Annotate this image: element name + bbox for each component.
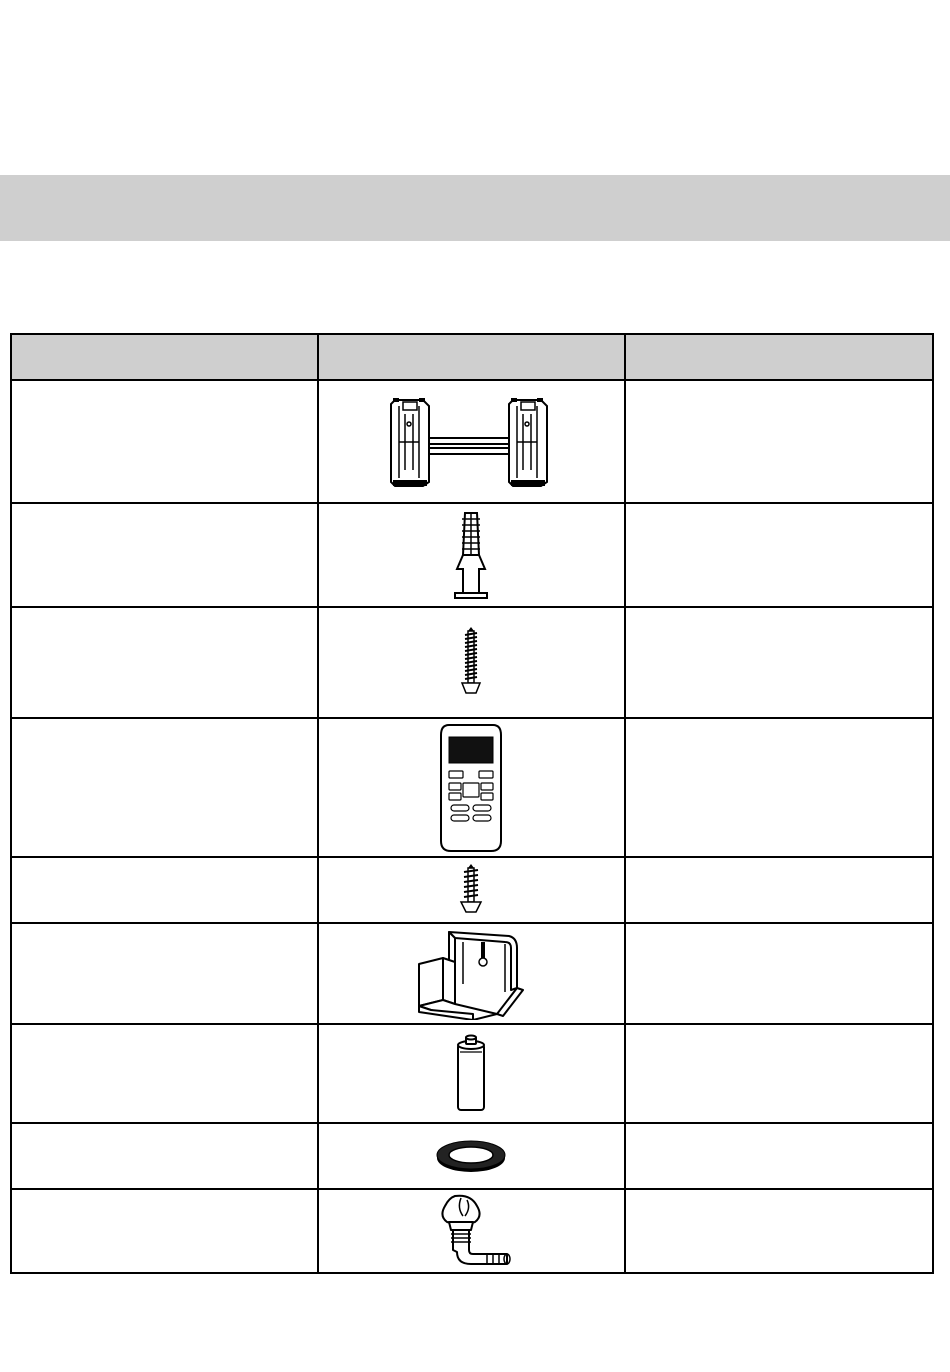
part-name-cell (11, 380, 318, 503)
column-header-quantity (625, 334, 933, 380)
part-image-cell (318, 718, 626, 857)
part-image-cell (318, 607, 626, 718)
section-header-band (0, 175, 950, 241)
part-quantity-cell (625, 1189, 933, 1273)
part-image-cell (318, 503, 626, 607)
part-quantity-cell (625, 1024, 933, 1123)
screw-short-icon (459, 864, 483, 916)
table-row (11, 857, 933, 923)
accessories-table (10, 333, 934, 1274)
part-quantity-cell (625, 380, 933, 503)
part-image-cell (318, 1123, 626, 1189)
table-row (11, 923, 933, 1024)
part-name-cell (11, 923, 318, 1024)
battery-icon (454, 1034, 488, 1114)
table-row (11, 718, 933, 857)
column-header-image (318, 334, 626, 380)
mounting-bracket-icon (389, 394, 553, 490)
part-quantity-cell (625, 718, 933, 857)
table-row (11, 607, 933, 718)
part-name-cell (11, 1189, 318, 1273)
table-row (11, 380, 933, 503)
part-image-cell (318, 923, 626, 1024)
part-quantity-cell (625, 923, 933, 1024)
table-row (11, 503, 933, 607)
seal-ring-icon (434, 1138, 508, 1174)
table-row (11, 1024, 933, 1123)
remote-holder-icon (413, 928, 529, 1020)
part-image-cell (318, 1024, 626, 1123)
part-name-cell (11, 857, 318, 923)
part-name-cell (11, 1024, 318, 1123)
wall-anchor-icon (451, 509, 491, 601)
part-name-cell (11, 718, 318, 857)
part-image-cell (318, 857, 626, 923)
part-quantity-cell (625, 607, 933, 718)
part-quantity-cell (625, 503, 933, 607)
drain-joint-icon (427, 1194, 515, 1268)
remote-control-icon (439, 723, 503, 853)
part-name-cell (11, 1123, 318, 1189)
screw-long-icon (460, 627, 482, 699)
table-row (11, 1123, 933, 1189)
part-quantity-cell (625, 857, 933, 923)
part-name-cell (11, 503, 318, 607)
part-quantity-cell (625, 1123, 933, 1189)
column-header-name (11, 334, 318, 380)
table-row (11, 1189, 933, 1273)
part-image-cell (318, 380, 626, 503)
part-image-cell (318, 1189, 626, 1273)
table-header-row (11, 334, 933, 380)
part-name-cell (11, 607, 318, 718)
